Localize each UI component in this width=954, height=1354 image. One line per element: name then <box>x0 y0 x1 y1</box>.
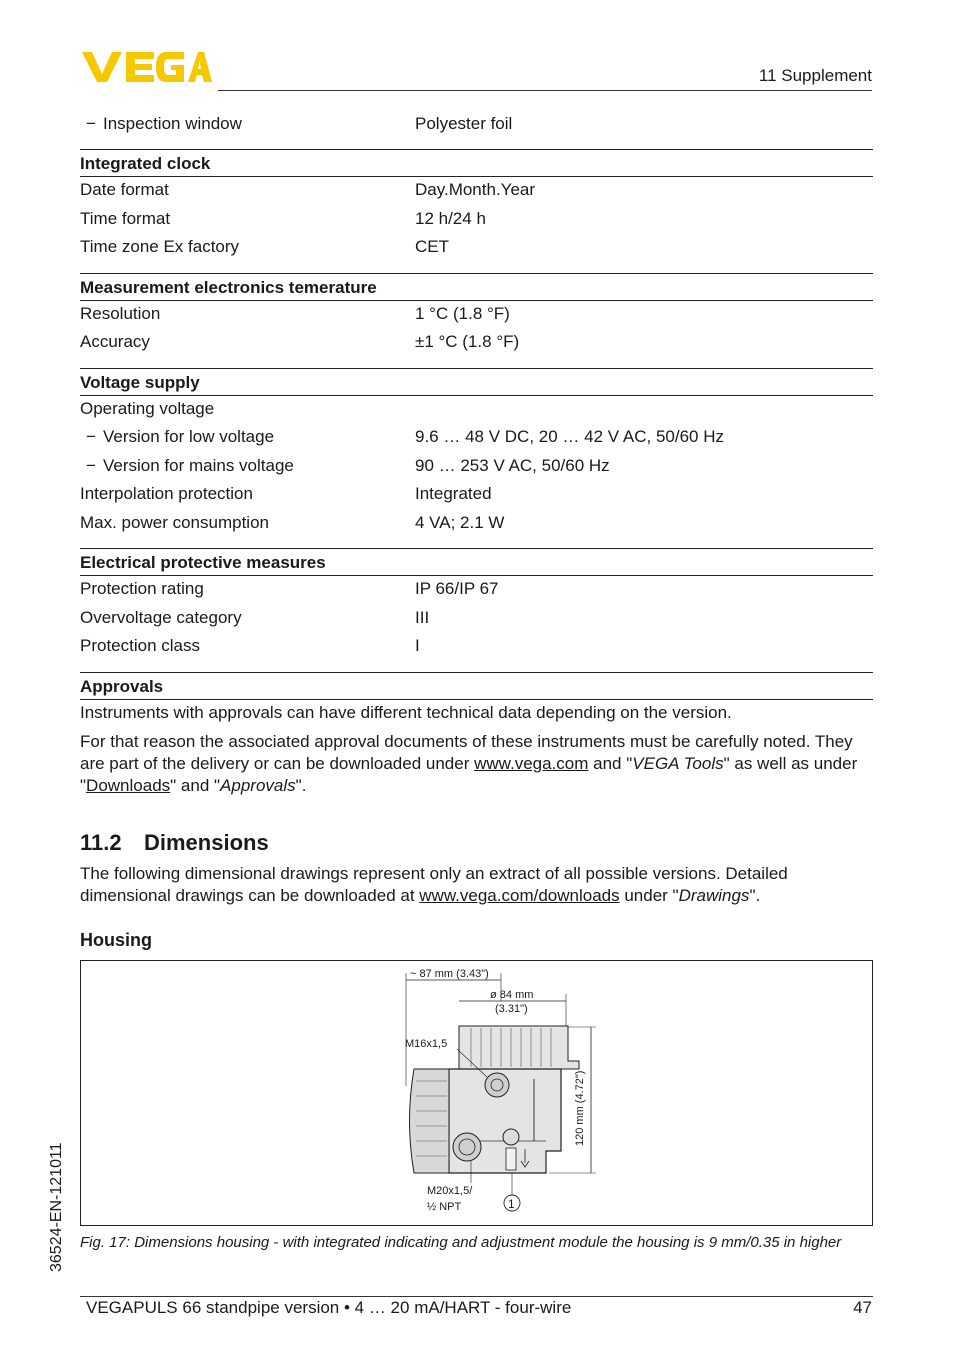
spec-label: Resolution <box>80 304 161 323</box>
spec-label: Inspection window <box>103 114 242 133</box>
subheading-housing: Housing <box>80 930 152 950</box>
link-downloads[interactable]: Downloads <box>86 776 171 795</box>
spec-value: 9.6 … 48 V DC, 20 … 42 V AC, 50/60 Hz <box>415 427 724 446</box>
group-heading-clock: Integrated clock <box>80 149 873 177</box>
approvals-paragraph-1: Instruments with approvals can have different technical data depending on the version. <box>80 703 732 722</box>
spec-value: ±1 °C (1.8 °F) <box>415 332 520 351</box>
spec-value: III <box>415 608 430 627</box>
link-vega-com[interactable]: www.vega.com <box>474 754 589 773</box>
group-heading-approvals: Approvals <box>80 672 873 700</box>
thread-bottom-label: M20x1,5/ <box>427 1185 473 1197</box>
spec-value: IP 66/IP 67 <box>415 579 499 598</box>
spec-label: Time format <box>80 209 171 228</box>
height-dimension-label: 120 mm (4.72") <box>574 1070 586 1146</box>
spec-value: Day.Month.Year <box>415 180 536 199</box>
vega-logo <box>80 50 212 84</box>
approvals-paragraph-2: For that reason the associated approval documents of these instruments must be carefully noted. They are part of the delivery or can be downloaded under www.vega.com and "VEGA Tools" as well as under "Downloads" and "Approvals". <box>80 732 858 795</box>
housing-drawing <box>81 961 872 1225</box>
width-dimension-label: ~ 87 mm (3.43") <box>410 968 489 980</box>
spec-value: Integrated <box>415 484 492 503</box>
group-heading-protection: Electrical protective measures <box>80 548 873 576</box>
footer-product: VEGAPULS 66 standpipe version • 4 … 20 mA/HART - four-wire <box>86 1298 572 1317</box>
header-rule <box>218 90 872 91</box>
figure-caption: Fig. 17: Dimensions housing - with integrated indicating and adjustment module the housing is 9 mm/0.35 in higher <box>80 1234 842 1251</box>
spec-value: Polyester foil <box>415 114 513 133</box>
thread-bottom-label-npt: ½ NPT <box>427 1201 462 1213</box>
section-heading-dimensions: 11.2 Dimensions <box>80 830 269 855</box>
spec-value: CET <box>415 237 449 256</box>
spec-label: Accuracy <box>80 332 150 351</box>
spec-value: 12 h/24 h <box>415 209 486 228</box>
spec-label: Time zone Ex factory <box>80 237 240 256</box>
dimensions-intro: The following dimensional drawings represent only an extract of all possible versions. Detailed dimensional drawings can be downloaded at www.vega.com/downloads under "Drawings". <box>80 864 788 905</box>
spec-label: Max. power consumption <box>80 513 269 532</box>
diameter-label-inch: (3.31") <box>495 1003 528 1015</box>
spec-label: Overvoltage category <box>80 608 242 627</box>
figure-box <box>80 960 873 1226</box>
spec-label: Interpolation protection <box>80 484 253 503</box>
diameter-label: ø 84 mm <box>490 989 534 1001</box>
section-label: 11 Supplement <box>758 66 872 85</box>
spec-label: Version for mains voltage <box>103 456 294 475</box>
spec-label: Date format <box>80 180 169 199</box>
spec-value: 1 °C (1.8 °F) <box>415 304 510 323</box>
spec-value: I <box>415 636 420 655</box>
spec-value: 90 … 253 V AC, 50/60 Hz <box>415 456 610 475</box>
group-heading-voltage: Voltage supply <box>80 368 873 396</box>
spec-value: 4 VA; 2.1 W <box>415 513 505 532</box>
spec-label: Version for low voltage <box>103 427 275 446</box>
document-id: 36524-EN-121011 <box>48 1142 65 1272</box>
group-heading-temperature: Measurement electronics temerature <box>80 273 873 301</box>
footer-rule <box>80 1296 873 1297</box>
page-number: 47 <box>853 1298 872 1317</box>
link-vega-downloads[interactable]: www.vega.com/downloads <box>419 886 620 905</box>
spec-label: Operating voltage <box>80 399 215 418</box>
thread-top-label: M16x1,5 <box>405 1038 448 1050</box>
spec-label: Protection class <box>80 636 200 655</box>
spec-label: Protection rating <box>80 579 204 598</box>
callout-1: 1 <box>508 1197 515 1211</box>
